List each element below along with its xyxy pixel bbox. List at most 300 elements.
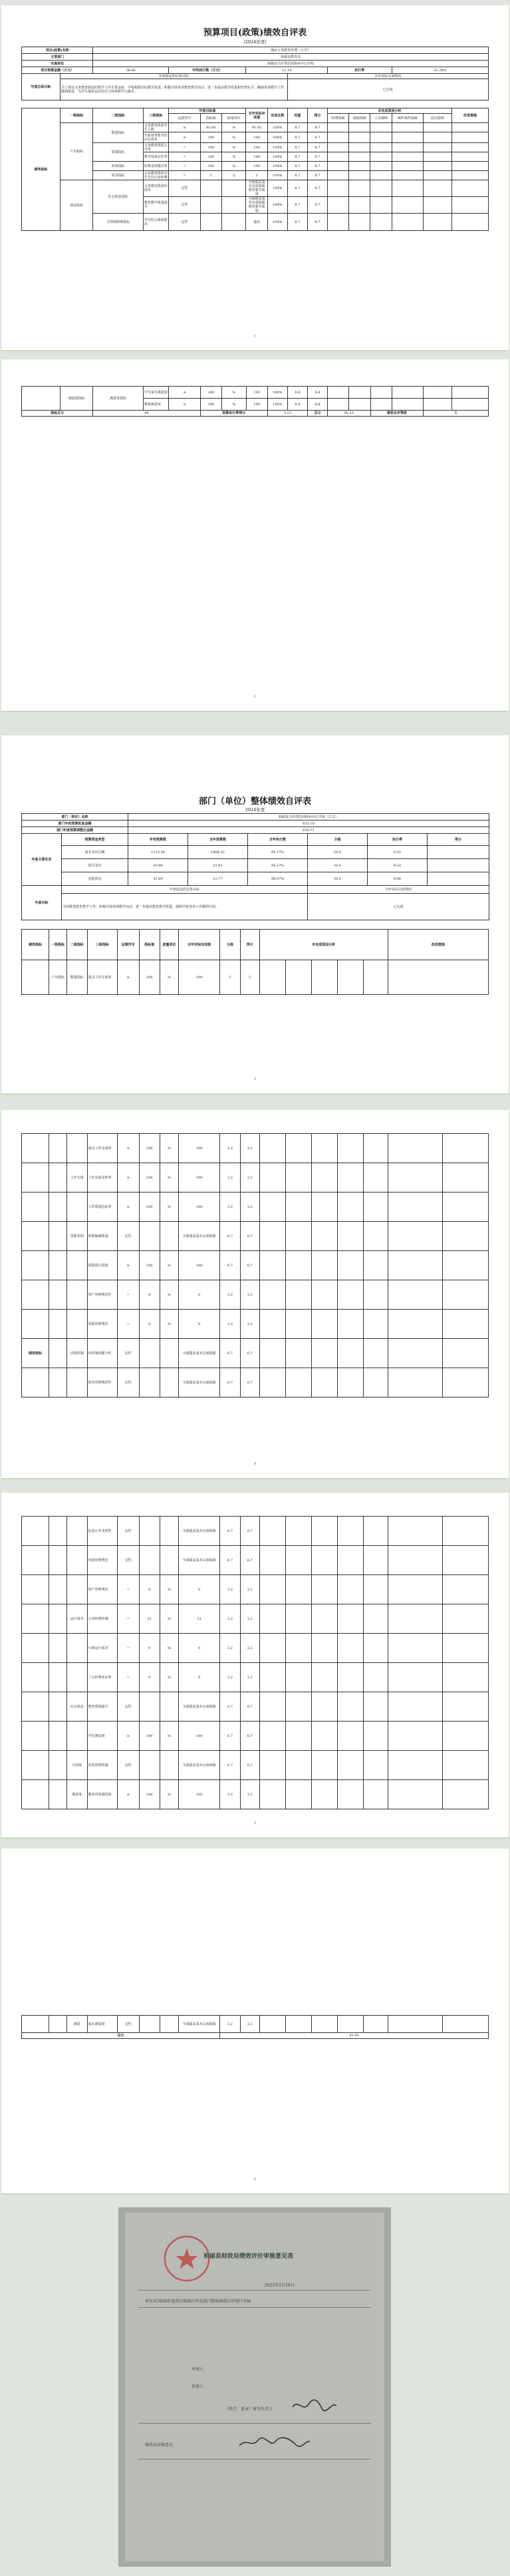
empty-cell — [285, 1663, 311, 1692]
cmp-cell: ≥ — [169, 399, 200, 411]
got-cell: 8.7 — [307, 143, 327, 152]
l2-cell: 质量指标 — [93, 143, 143, 162]
unit-cell: % — [160, 1780, 179, 1809]
cmp-cell: ≥ — [117, 1134, 139, 1163]
weight-cell: 8.8 — [287, 387, 307, 399]
empty-cell — [388, 1692, 442, 1722]
val-cell: 100 — [200, 143, 221, 152]
empty-cell — [388, 1634, 442, 1663]
l1-cell — [49, 1780, 67, 1809]
pct-cell: 100% — [267, 152, 287, 162]
weight-cell: 3.2 — [220, 1663, 241, 1692]
l2-cell: 时效指标 — [93, 162, 143, 171]
empty-cell — [443, 1163, 489, 1193]
val-cell: 100 — [200, 387, 221, 399]
empty-cell — [363, 1251, 388, 1280]
dept-label: 主管部门 — [22, 54, 93, 61]
cmp-cell: 定性 — [117, 1222, 139, 1251]
divider — [138, 2459, 371, 2460]
empty-cell — [388, 1575, 442, 1604]
l3-cell: 家长满意度 — [87, 2016, 117, 2033]
l2-cell: 社会效益指标 — [93, 180, 143, 214]
val-cell — [139, 1546, 160, 1575]
empty-cell — [388, 1780, 442, 1809]
actual-cell: 21 — [179, 1604, 220, 1634]
got-cell: 8.7 — [307, 152, 327, 162]
divider — [138, 2307, 371, 2308]
l2-cell — [66, 1546, 87, 1575]
empty-cell — [363, 1663, 388, 1692]
empty-cell — [337, 1193, 363, 1222]
actual-cell: 100 — [179, 1134, 220, 1163]
dept-unit-label: 部门（单位）名称 — [22, 814, 128, 821]
empty-cell — [388, 1222, 442, 1251]
initial-budget-label: 部门年初预算批复金额 — [22, 821, 128, 827]
l3-cell: 学生综合素质提高 — [143, 214, 169, 231]
empty-cell — [363, 1517, 388, 1546]
spacer-cell — [22, 1251, 49, 1280]
weight-cell: 3.2 — [220, 1780, 241, 1809]
val-cell — [139, 1751, 160, 1780]
actual-cell: 提高 — [246, 214, 267, 231]
pct-cell: 100% — [267, 162, 287, 171]
weight-cell: 3.2 — [220, 1163, 241, 1193]
empty-cell — [443, 1751, 489, 1780]
project-info-table — [21, 47, 489, 100]
goal-left-text: 为了保证义务教育阶段的教学工作正常运转，学校根据实际教学需求，积极开展各项教育教学活动，进一步提高教学质量和管理水平，确保各项教学工作顺利推进，为学生提供良好的学习环境和学习条件。 — [61, 79, 288, 100]
spacer-cell — [22, 1134, 49, 1163]
got-cell: 6.7 — [240, 1368, 259, 1397]
empty-cell — [443, 1193, 489, 1222]
adjusted-budget-value: 659.71 — [128, 827, 489, 834]
val-cell: 0 — [139, 1575, 160, 1604]
perf-label: 绩效指标 — [22, 108, 61, 231]
empty-cell — [363, 1575, 388, 1604]
val-cell: 0 — [139, 1663, 160, 1692]
val-cell: 0 — [139, 1280, 160, 1310]
dept-perf-table — [21, 929, 489, 995]
spacer-cell — [22, 1163, 49, 1193]
dept-info-table — [21, 813, 489, 920]
indicator-row — [22, 1722, 489, 1751]
l1-cell — [49, 1339, 67, 1368]
got-cell: 3.2 — [240, 1634, 259, 1663]
indicator-row — [22, 1604, 489, 1634]
l1-cell — [49, 1280, 67, 1310]
got-cell: 6.7 — [240, 1546, 259, 1575]
weight-cell: 8.7 — [287, 171, 307, 180]
actual-cell: 100 — [246, 143, 267, 152]
got-cell: 8.7 — [307, 180, 327, 197]
got-cell: 6.7 — [240, 1517, 259, 1546]
cmp-cell: 定性 — [117, 1368, 139, 1397]
head-cmp: 运算符号 — [169, 114, 200, 123]
unit-label: 实施单位 — [22, 61, 93, 67]
indicator-row — [22, 387, 489, 399]
unit-cell — [160, 1222, 179, 1251]
page-3-title: 部门（单位）整体绩效自评表 — [198, 797, 311, 807]
weight-cell: 3.2 — [220, 1193, 241, 1222]
val-cell: 100 — [200, 162, 221, 171]
head-target: 年度目标值 — [169, 108, 246, 114]
empty-cell — [363, 1780, 388, 1809]
empty-cell — [311, 1222, 337, 1251]
project-name: 城乡义务教育经费（小学） — [93, 47, 489, 54]
l2-cell — [66, 1634, 87, 1663]
empty-cell — [337, 1134, 363, 1163]
weight-cell: 8.7 — [287, 197, 307, 214]
page-3-subtitle: 2024年度 — [245, 807, 265, 813]
empty-cell — [311, 1604, 337, 1634]
cmp-cell: = — [169, 152, 200, 162]
empty-cell — [285, 1692, 311, 1722]
l3-cell: 财务管理规范性 — [87, 1368, 117, 1397]
budget-cell: 20.99 — [128, 859, 188, 872]
dept-goal-left-head: 年初设定的总体目标 — [62, 886, 308, 894]
cmp-cell: ≥ — [117, 1780, 139, 1809]
empty-cell — [285, 1280, 311, 1310]
unit-cell — [221, 197, 246, 214]
empty-cell — [311, 1193, 337, 1222]
divider — [138, 2290, 371, 2291]
cmp-cell: = — [117, 1280, 139, 1310]
actual-cell: 0 — [179, 1310, 220, 1339]
indicator-row — [22, 123, 489, 132]
empty-cell — [443, 1663, 489, 1692]
empty-cell — [259, 1575, 285, 1604]
l1-cell — [49, 1310, 67, 1339]
l1-cell — [49, 1368, 67, 1397]
empty-cell — [259, 1517, 285, 1546]
empty-cell — [388, 1368, 442, 1397]
actual-cell: 100 — [179, 1722, 220, 1751]
grade-value: 优 — [424, 411, 489, 417]
head-l2: 二级指标 — [93, 108, 143, 123]
empty-cell — [311, 1134, 337, 1163]
got-cell: 3.2 — [240, 1193, 259, 1222]
empty-cell — [259, 1280, 285, 1310]
empty-cell — [363, 1193, 388, 1222]
got-cell: 5 — [240, 960, 259, 995]
val-cell — [139, 2016, 160, 2033]
weight-cell: 8.7 — [287, 132, 307, 143]
cmp-cell: 定性 — [117, 1751, 139, 1780]
budget-value: 38.82 — [93, 67, 169, 74]
actual-cell: 91.83 — [246, 123, 267, 132]
cmp-cell: ≥ — [169, 123, 200, 132]
l1-cell — [49, 1517, 67, 1546]
got-cell: 3.2 — [240, 1280, 259, 1310]
empty-cell — [311, 1634, 337, 1663]
l2-cell — [66, 1368, 87, 1397]
dept-head-cmp: 运算符号 — [117, 930, 139, 960]
val-cell — [200, 214, 221, 231]
actual-cell: 100 — [246, 132, 267, 143]
empty-cell — [311, 1780, 337, 1809]
empty-cell — [285, 1575, 311, 1604]
cmp-cell: 定性 — [117, 2016, 139, 2033]
empty-cell — [388, 1663, 442, 1692]
budget-row — [22, 846, 489, 859]
empty-cell — [337, 1575, 363, 1604]
page-5 — [1, 1493, 509, 1839]
spacer-cell — [22, 1310, 49, 1339]
l3-cell: 资产管理规范 — [87, 1575, 117, 1604]
empty-cell — [443, 1517, 489, 1546]
unit-cell: 元 — [221, 171, 246, 180]
dept-perf-label: 绩效指标 — [22, 930, 49, 960]
indicator-row — [22, 1368, 489, 1397]
got-cell: 3.2 — [240, 1604, 259, 1634]
empty-cell — [285, 1604, 311, 1634]
empty-cell — [443, 1722, 489, 1751]
satisfaction-table — [21, 386, 489, 417]
val-cell — [139, 1339, 160, 1368]
weight-cell: 3.2 — [220, 1604, 241, 1634]
dept-perf-table-cont-3 — [21, 2015, 489, 2039]
indicator-row — [22, 180, 489, 197]
l3-cell: 内控制度健全性 — [87, 1339, 117, 1368]
got-cell: 3.2 — [240, 1780, 259, 1809]
empty-cell — [337, 1722, 363, 1751]
cmp-cell: 定性 — [117, 1692, 139, 1722]
rate-label: 执行率 — [327, 67, 392, 74]
val-cell — [139, 1368, 160, 1397]
budget-label: 项目预算金额（万元） — [22, 67, 93, 74]
empty-cell — [443, 1251, 489, 1280]
empty-cell — [311, 1251, 337, 1280]
cmp-cell: 定性 — [169, 214, 200, 231]
indicator-row — [22, 1251, 489, 1280]
scan-paper — [125, 2213, 384, 2561]
empty-cell — [311, 1722, 337, 1751]
val-cell: 100 — [139, 960, 160, 995]
actual-cell: 1 — [246, 171, 267, 180]
actual-cell: 全面提高基本完成保障 — [179, 1222, 220, 1251]
weight-cell: 8.7 — [287, 214, 307, 231]
l1-cell — [49, 1163, 67, 1193]
l3-cell: 学生满意度 — [87, 1722, 117, 1751]
got-cell: 8.8 — [307, 387, 327, 399]
actual-cell: 100 — [246, 399, 267, 411]
empty-cell — [363, 1546, 388, 1575]
budget-cell: 21.77 — [188, 872, 248, 886]
pct-cell: 100% — [267, 123, 287, 132]
val-cell: 91.83 — [200, 123, 221, 132]
empty-cell — [443, 1780, 489, 1809]
val-cell — [139, 1517, 160, 1546]
actual-cell: 100 — [179, 1163, 220, 1193]
dept-head-l1: 一级指标 — [49, 930, 67, 960]
empty-cell — [443, 1692, 489, 1722]
head-weight: 权重 — [287, 108, 307, 123]
val-cell: 100 — [200, 152, 221, 162]
head-l1: 一级指标 — [61, 108, 93, 123]
empty-cell — [388, 1193, 442, 1222]
val-cell — [200, 197, 221, 214]
spacer-cell: 绩效指标 — [22, 1339, 49, 1368]
empty-cell — [337, 1546, 363, 1575]
l3-cell: 工作质量达标率 — [87, 1193, 117, 1222]
dept-total-label: 总分 — [22, 2033, 220, 2039]
dept-perf-table-cont-1 — [21, 1133, 489, 1397]
val-cell: 100 — [200, 399, 221, 411]
got-cell: 8.7 — [307, 123, 327, 132]
empty-cell — [388, 1751, 442, 1780]
empty-cell — [311, 1163, 337, 1193]
spacer-cell — [22, 1222, 49, 1251]
spacer-cell — [22, 1604, 49, 1634]
weight-cell: 8.7 — [287, 180, 307, 197]
actual-cell: 全面提高基本完成保障 — [179, 2016, 220, 2033]
spacer-cell — [22, 1634, 49, 1663]
actual-cell: 100 — [246, 162, 267, 171]
cmp-cell: 定性 — [117, 1546, 139, 1575]
budget-cell: 9.52 — [368, 846, 428, 859]
spacer-cell — [22, 1575, 49, 1604]
indicator-row — [22, 1751, 489, 1780]
val-cell: 100 — [200, 132, 221, 143]
empty-cell — [311, 1517, 337, 1546]
indicator-row — [22, 1222, 489, 1251]
indicator-row — [22, 960, 489, 995]
page-1-subtitle: (2024年度) — [243, 39, 267, 45]
l3-cell: 资产管理规范性 — [87, 1280, 117, 1310]
dept-goal-done: 已完成 — [308, 894, 489, 920]
goal-right-text: 已完成 — [287, 79, 488, 100]
actual-cell: 全面提高基本完成保障 — [179, 1546, 220, 1575]
unit-cell: % — [221, 152, 246, 162]
unit-cell: % — [221, 387, 246, 399]
empty-cell — [443, 1222, 489, 1251]
unit-cell — [160, 1546, 179, 1575]
empty-cell — [285, 1780, 311, 1809]
scan-title: 和硕县财政局绩效评价审核意见表 — [203, 2253, 294, 2260]
val-cell — [139, 1692, 160, 1722]
empty-cell — [311, 1692, 337, 1722]
cmp-cell: = — [169, 162, 200, 171]
empty-cell — [259, 1634, 285, 1663]
l3-cell: 公用经费控制 — [87, 1604, 117, 1634]
exec-value: 12.14 — [246, 67, 327, 74]
budget-row — [22, 859, 489, 872]
got-cell: 3.2 — [240, 1134, 259, 1163]
goal-left-head: 年初设定的总体目标 — [61, 74, 288, 79]
total-score-label: 总分 — [307, 411, 327, 417]
l1-cell — [49, 1575, 67, 1604]
cmp-cell: ≥ — [169, 132, 200, 143]
head-c6: 原因说明 — [423, 114, 451, 123]
l3-cell: 行政运行成本 — [87, 1634, 117, 1663]
page-number: 6 — [253, 2177, 257, 2181]
page-2 — [1, 359, 509, 712]
l3-cell: 经费及时拨付率 — [143, 162, 169, 171]
perf-indicator-table — [21, 108, 489, 231]
actual-cell: 100 — [179, 1251, 220, 1280]
l3-cell: 学生家长满意度 — [143, 387, 169, 399]
l1-cell — [49, 1604, 67, 1634]
empty-cell — [259, 1310, 285, 1339]
unit-cell: % — [160, 1663, 179, 1692]
total-score-value: 93.13 — [328, 411, 371, 417]
adjusted-budget-label: 部门年度预算调整后金额 — [22, 827, 128, 834]
got-cell: 6.7 — [240, 1251, 259, 1280]
budget-row — [22, 872, 489, 886]
empty-cell — [363, 1692, 388, 1722]
l3-cell: 工作完成及时率 — [87, 1163, 117, 1193]
actual-cell: 全面提高基本完成保障 — [179, 1339, 220, 1368]
got-cell: 3.2 — [240, 2016, 259, 2033]
cmp-cell: ≥ — [117, 1722, 139, 1751]
actual-cell: 全面提高基本完成保障 — [179, 1751, 220, 1780]
spacer-cell — [22, 1663, 49, 1692]
l2-cell: 满意度 — [66, 1780, 87, 1809]
empty-cell — [311, 1663, 337, 1692]
page-number: 1 — [253, 334, 257, 338]
l1-cell — [49, 1634, 67, 1663]
pct-cell: 100% — [267, 171, 287, 180]
val-cell: 0 — [139, 1310, 160, 1339]
got-cell: 6.7 — [240, 1692, 259, 1722]
spacer-cell — [22, 1517, 49, 1546]
empty-cell — [259, 1604, 285, 1634]
unit-cell: % — [160, 1193, 179, 1222]
budget-head: 全年执行数 — [248, 834, 308, 846]
actual-cell: 100 — [246, 152, 267, 162]
empty-cell — [285, 1339, 311, 1368]
l3-cell: 服务对象满意度 — [87, 1780, 117, 1809]
val-cell: 100 — [139, 1251, 160, 1280]
l3-cell: 重点工作完成率 — [87, 960, 117, 995]
empty-cell — [388, 1517, 442, 1546]
val-cell: 21 — [139, 1604, 160, 1634]
dept-head-actual: 全年实际完成值 — [179, 930, 220, 960]
l1-cell: 产出指标 — [49, 960, 67, 995]
weight-cell: 6.7 — [220, 1546, 241, 1575]
page-6 — [1, 1849, 509, 2195]
dept-head-l3: 三级指标 — [87, 930, 117, 960]
unit-name: 和硕县乌什塔拉回族乡中心学校 — [93, 61, 489, 67]
indicator-row — [22, 1575, 489, 1604]
actual-cell: 全面提高基本完成保障 — [179, 1692, 220, 1722]
head-got: 得分 — [307, 108, 327, 123]
unit-cell — [160, 2016, 179, 2033]
empty-cell — [259, 1339, 285, 1368]
divider — [138, 2423, 371, 2424]
val-cell — [139, 1222, 160, 1251]
head-val: 指标值 — [200, 114, 221, 123]
weight-cell: 6.7 — [220, 1368, 241, 1397]
l3-cell: 预算编制质量 — [87, 1222, 117, 1251]
scan-sign-1: 审核人 — [191, 2367, 204, 2372]
got-cell: 6.7 — [240, 1751, 259, 1780]
head-actual: 全年实际完成值 — [246, 108, 267, 123]
spacer-cell — [22, 1546, 49, 1575]
val-cell: 100 — [139, 1722, 160, 1751]
l1-cell: 产出指标 — [61, 123, 93, 180]
empty-cell — [337, 1251, 363, 1280]
dept-total-value: 91.92 — [220, 2033, 489, 2039]
cmp-cell: ≥ — [117, 1193, 139, 1222]
total-indicator-value: 90 — [93, 411, 200, 417]
dept-head-fix: 改进措施 — [388, 930, 488, 960]
empty-cell — [363, 1604, 388, 1634]
empty-cell — [363, 1134, 388, 1163]
l2-cell — [66, 1193, 87, 1222]
empty-cell — [337, 1780, 363, 1809]
indicator-row — [22, 1780, 489, 1809]
indicator-row — [22, 1339, 489, 1368]
